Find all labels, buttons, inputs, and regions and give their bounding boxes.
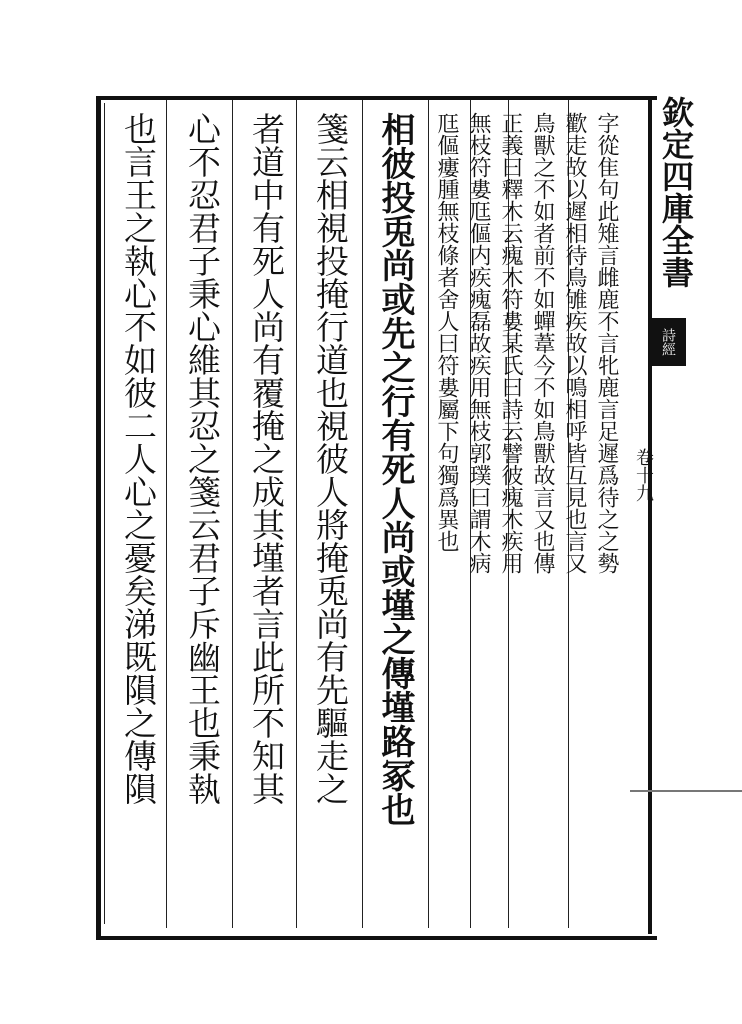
- column-rule: [232, 100, 233, 928]
- text-column-main: 相彼投兎尚或先之行有死人尚或墐之傳墐路冢也: [375, 112, 415, 826]
- column-rule: [166, 100, 167, 928]
- column-rule: [428, 100, 429, 928]
- text-column: 尫傴瘻腫無枝條者舍人曰符婁屬下句獨爲異也: [434, 112, 459, 552]
- text-column: 字從隹句此雉言雌鹿不言牝鹿言足遲爲待之之勢: [594, 112, 619, 574]
- text-column: 歡走故以遲相待鳥雊疾故以鳴相呼皆互見也言又: [562, 112, 587, 574]
- seal-stamp: 詩經: [650, 318, 686, 366]
- text-column: 者道中有死人尚有覆掩之成其墐者言此所不知其: [247, 112, 286, 805]
- fold-rule: [630, 790, 742, 792]
- fold-line: [648, 96, 652, 934]
- text-column: 無枝符婁尫傴内疾瘣磊故疾用無枝郭璞曰謂木病: [466, 112, 491, 574]
- text-column: 鳥獸之不如者前不如蟬葦今不如鳥獸故言又也傳: [530, 112, 555, 574]
- column-rule: [362, 100, 363, 928]
- text-column-mixed: 也言王之執心不如彼二人心之憂矣涕既隕之傳隕: [119, 112, 158, 805]
- fold-chapter-label: 卷十九: [633, 448, 654, 502]
- text-column-mixed: 心不忍君子秉心維其忍之箋云君子斥幽王也秉執: [183, 112, 222, 805]
- text-column: 正義曰釋木云瘣木符婁某氏曰詩云譬彼瘣木疾用: [498, 112, 523, 574]
- text-column: 箋云相視投掩行道也視彼人將掩兎尚有先驅走之: [311, 112, 350, 805]
- column-rule: [296, 100, 297, 928]
- fold-book-title: 欽定四庫全書: [657, 96, 695, 288]
